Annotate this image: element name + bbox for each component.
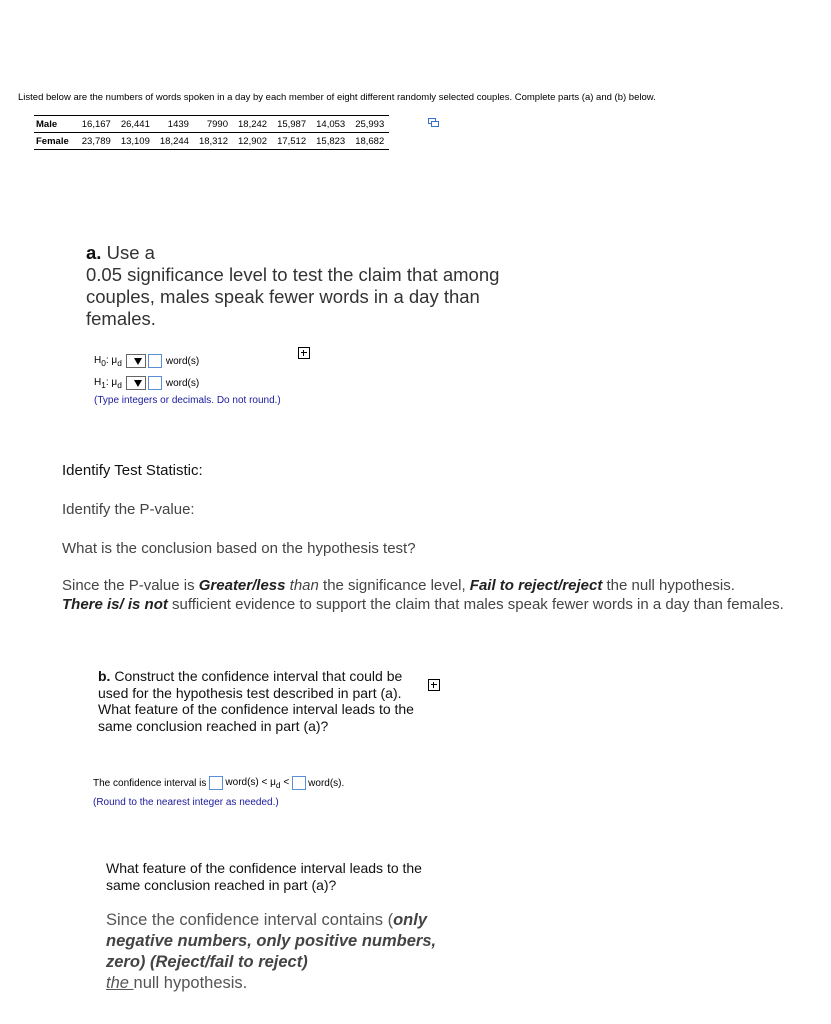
- row-label: Female: [34, 133, 77, 150]
- h1-unit: word(s): [165, 377, 200, 389]
- confidence-interval-row: [93, 775, 344, 791]
- table-cell: 26,441: [116, 116, 155, 133]
- table-row: [34, 133, 389, 150]
- conclusion-text: Since the P-value is: [62, 577, 199, 594]
- ci-note: (Round to the nearest integer as needed.): [93, 797, 279, 808]
- pvalue-comparison-choice: Greater/less: [198, 577, 286, 594]
- feature-answer-underline: the: [106, 974, 134, 992]
- part-b-prompt: [98, 668, 428, 734]
- table-cell: 18,244: [155, 133, 194, 150]
- ci-middle: word(s) < $\mu_d$ <: [225, 776, 290, 790]
- conclusion-question: What is the conclusion based on the hypothesis test?: [62, 540, 416, 557]
- h0-symbol: $H_0$: $\mu_d$: [94, 354, 122, 368]
- conclusion-text: sufficient evidence to support the claim that males speak fewer words in a day than females.: [167, 596, 784, 613]
- part-b-text: Construct the confidence interval that could be used for the hypothesis test described in part (a). What feature of the confidence interval leads to the same conclusion reached in part (a)?: [98, 668, 414, 734]
- row-label: Male: [34, 116, 77, 133]
- table-cell: 17,512: [272, 133, 311, 150]
- h0-value-input[interactable]: [148, 354, 162, 368]
- h1-operator-dropdown[interactable]: [126, 376, 146, 390]
- expand-icon[interactable]: [428, 679, 440, 691]
- alt-hypothesis-row: [94, 375, 199, 391]
- table-cell: 25,993: [350, 116, 389, 133]
- p-value-question: Identify the P-value:: [62, 501, 195, 518]
- table-cell: 12,902: [233, 133, 272, 150]
- h1-symbol: $H_1$: $\mu_d$: [94, 376, 122, 390]
- words-data-table: [34, 115, 389, 150]
- h0-operator-dropdown[interactable]: [126, 354, 146, 368]
- part-b-letter: b.: [98, 668, 111, 684]
- table-cell: 7990: [194, 116, 233, 133]
- part-a-text: 0.05 significance level to test the claim that among couples, males speak fewer words in a day than females.: [86, 264, 500, 329]
- evidence-choice: There is/ is not: [62, 596, 168, 613]
- part-a-letter: a.: [86, 242, 102, 263]
- table-row: [34, 116, 389, 133]
- table-cell: 18,242: [233, 116, 272, 133]
- ci-lower-input[interactable]: [209, 776, 223, 790]
- ci-suffix: word(s).: [308, 777, 345, 789]
- table-cell: 1439: [155, 116, 194, 133]
- table-cell: 13,109: [116, 133, 155, 150]
- feature-question: What feature of the confidence interval leads to the same conclusion reached in part (a)?: [106, 860, 422, 893]
- table-cell: 15,987: [272, 116, 311, 133]
- conclusion-text: the significance level,: [318, 577, 470, 594]
- table-cell: 16,167: [77, 116, 116, 133]
- table-cell: 15,823: [311, 133, 350, 150]
- test-statistic-question: Identify Test Statistic:: [62, 462, 203, 479]
- conclusion-text: the null hypothesis.: [602, 577, 735, 594]
- table-cell: 14,053: [311, 116, 350, 133]
- table-cell: 18,312: [194, 133, 233, 150]
- h1-value-input[interactable]: [148, 376, 162, 390]
- decision-choice: Fail to reject/reject: [469, 577, 603, 594]
- part-a-text-line1: Use a: [101, 242, 155, 263]
- feature-answer-choices: only negative numbers, only positive numbers, zero) (Reject/fail to reject): [106, 911, 437, 971]
- problem-intro: Listed below are the numbers of words spoken in a day by each member of eight different randomly selected couples. Complete parts (a) and (b) below.: [18, 92, 656, 103]
- feature-answer: [106, 910, 446, 994]
- h0-unit: word(s): [165, 355, 200, 367]
- hypothesis-note: (Type integers or decimals. Do not round.): [94, 395, 281, 406]
- part-a-prompt: [86, 242, 546, 330]
- feature-answer-text: Since the confidence interval contains (: [106, 911, 394, 929]
- conclusion-statement: [62, 576, 822, 614]
- expand-icon[interactable]: [298, 347, 310, 359]
- null-hypothesis-row: [94, 353, 199, 369]
- conclusion-text: than: [285, 577, 319, 594]
- ci-upper-input[interactable]: [292, 776, 306, 790]
- table-cell: 23,789: [77, 133, 116, 150]
- copy-data-icon[interactable]: [428, 118, 439, 127]
- table-cell: 18,682: [350, 133, 389, 150]
- ci-prefix: The confidence interval is: [93, 777, 207, 789]
- feature-answer-text: null hypothesis.: [133, 974, 248, 992]
